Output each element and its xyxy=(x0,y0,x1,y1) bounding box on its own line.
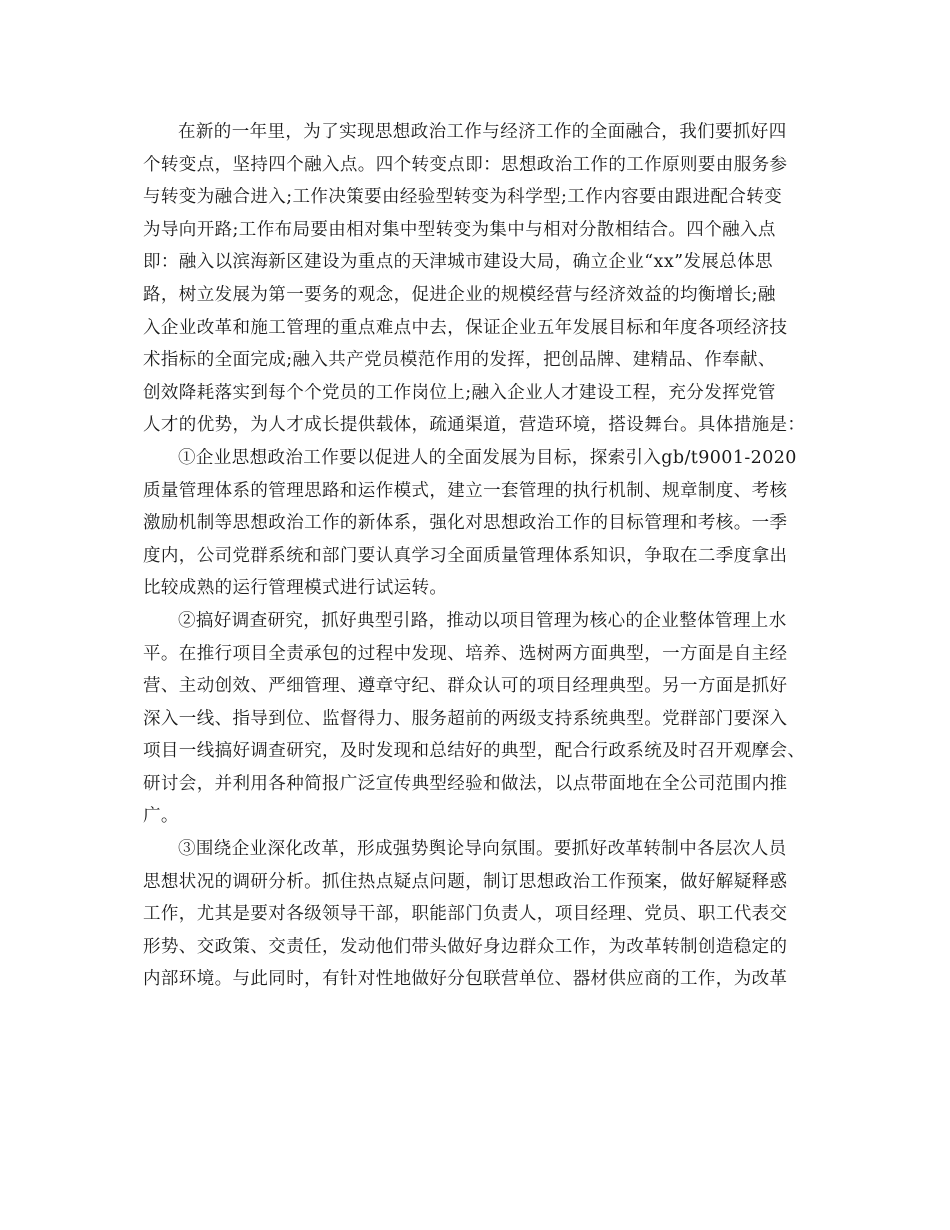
paragraph-line: 度内，公司党群系统和部门要认真学习全面质量管理体系知识，争取在二季度拿出 xyxy=(143,545,788,566)
paragraph-line: 在新的一年里，为了实现思想政治工作与经济工作的全面融合，我们要抓好四 xyxy=(178,122,787,142)
paragraph-line: 与转变为融合进入;工作决策要由经验型转变为科学型;工作内容要由跟进配合转变 xyxy=(143,187,783,208)
paragraph-line: 广。 xyxy=(143,806,179,827)
paragraph-line: 即：融入以滨海新区建设为重点的天津城市建设大局，确立企业“xx”发展总体思 xyxy=(143,252,773,273)
paragraph-line: ③围绕企业深化改革，形成强势舆论导向氛围。要抓好改革转制中各层次人员 xyxy=(178,839,787,860)
paragraph-line: 路，树立发展为第一要务的观念，促进企业的规模经营与经济效益的均衡增长;融 xyxy=(143,284,776,305)
paragraph-line: 工作，尤其是要对各级领导干部，职能部门负责人，项目经理、党员、职工代表交 xyxy=(143,904,788,925)
paragraph-line: 为导向开路;工作布局要由相对集中型转变为集中与相对分散相结合。四个融入点 xyxy=(143,219,776,240)
paragraph-line: 研讨会，并利用各种简报广泛宣传典型经验和做法，以点带面地在全公司范围内推 xyxy=(143,773,788,794)
paragraph-line: 平。在推行项目全责承包的过程中发现、培养、选树两方面典型，一方面是自主经 xyxy=(143,643,788,664)
paragraph-line: 深入一线、指导到位、监督得力、服务超前的两级支持系统典型。党群部门要深入 xyxy=(143,708,788,729)
paragraph-3 xyxy=(143,605,833,833)
document-body xyxy=(143,116,833,996)
paragraph-line: 质量管理体系的管理思路和运作模式，建立一套管理的执行机制、规章制度、考核 xyxy=(143,480,788,501)
paragraph-line: 人才的优势，为人才成长提供载体，疏通渠道，营造环境，搭设舞台。具体措施是： xyxy=(143,415,806,436)
paragraph-line: 术指标的全面完成;融入共产党员模范作用的发挥，把创品牌、建精品、作奉献、 xyxy=(143,350,776,371)
paragraph-line: 项目一线搞好调查研究，及时发现和总结好的典型，配合行政系统及时召开观摩会、 xyxy=(143,741,806,762)
paragraph-4 xyxy=(143,833,833,996)
paragraph-line: ①企业思想政治工作要以促进人的全面发展为目标，探索引入gb/t9001-2020 xyxy=(178,447,797,468)
paragraph-line: ②搞好调查研究，抓好典型引路，推动以项目管理为核心的企业整体管理上水 xyxy=(178,610,787,631)
paragraph-line: 内部环境。与此同时，有针对性地做好分包联营单位、器材供应商的工作，为改革 xyxy=(143,969,788,990)
paragraph-line: 营、主动创效、严细管理、遵章守纪、群众认可的项目经理典型。另一方面是抓好 xyxy=(143,676,788,697)
paragraph-2 xyxy=(143,442,833,605)
paragraph-line: 思想状况的调研分析。抓住热点疑点问题，制订思想政治工作预案，做好解疑释惑 xyxy=(143,871,788,892)
paragraph-line: 个转变点，坚持四个融入点。四个转变点即：思想政治工作的工作原则要由服务参 xyxy=(143,154,788,175)
paragraph-line: 形势、交政策、交责任，发动他们带头做好身边群众工作，为改革转制创造稳定的 xyxy=(143,936,788,957)
paragraph-line: 激励机制等思想政治工作的新体系，强化对思想政治工作的目标管理和考核。一季 xyxy=(143,513,788,534)
paragraph-line: 入企业改革和施工管理的重点难点中去，保证企业五年发展目标和年度各项经济技 xyxy=(143,317,788,338)
paragraph-line: 创效降耗落实到每个个党员的工作岗位上;融入企业人才建设工程，充分发挥党管 xyxy=(143,382,776,403)
paragraph-1 xyxy=(143,116,833,442)
paragraph-line: 比较成熟的运行管理模式进行试运转。 xyxy=(143,578,448,599)
